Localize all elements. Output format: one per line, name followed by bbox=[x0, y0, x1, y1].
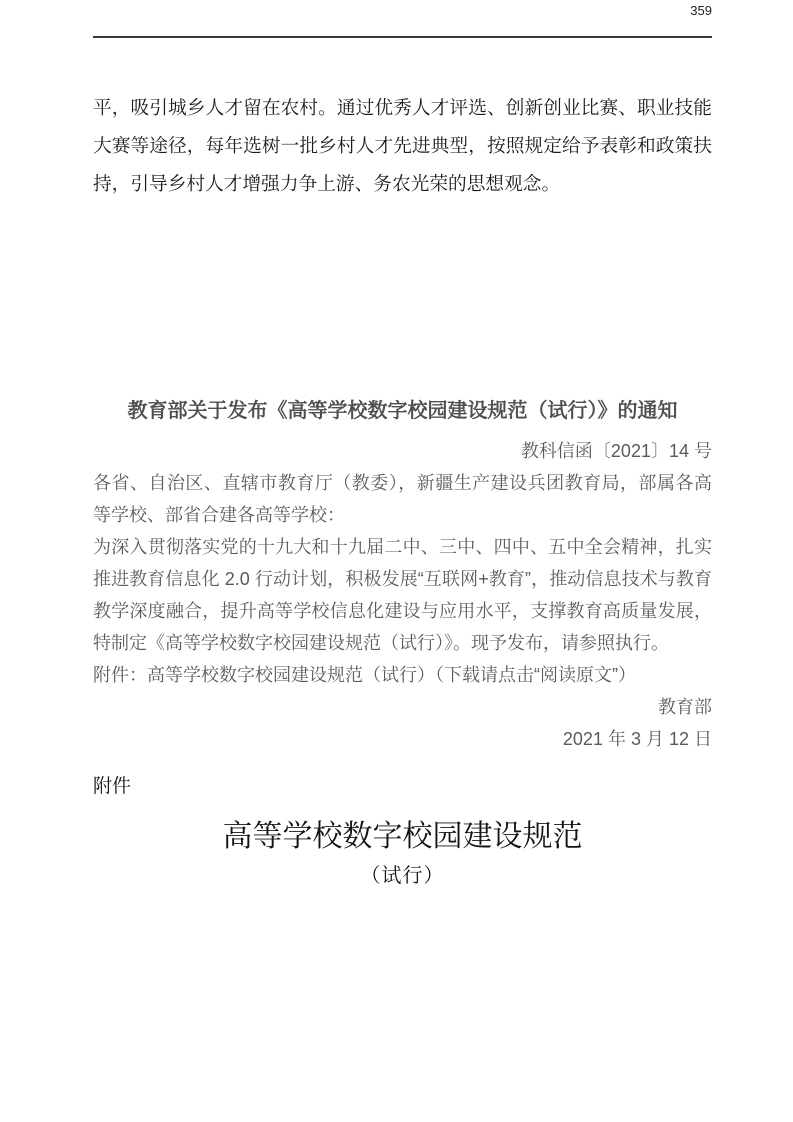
signer: 教育部 bbox=[658, 697, 712, 717]
appendix-subtitle: （试行） bbox=[360, 865, 445, 887]
appendix-title: 高等学校数字校园建设规范 bbox=[222, 820, 583, 853]
doc-number: 教科信函〔2021〕14 号 bbox=[520, 441, 712, 461]
signature-date: 2021 年 3 月 12 日 bbox=[562, 729, 712, 749]
notice-block bbox=[93, 435, 712, 755]
notice-body: 为深入贯彻落实党的十九大和十九届二中、三中、四中、五中全会精神，扎实推进教育信息化 2.0 行动计划，积极发展“互联网+教育”，推动信息技术与教育教学深度融合，提升高等学校信息化建设与应用水平，支撑教育高质量发展，特制定《高等学校数字校园建设规范（试行）》。现予发布，请参照执行。 bbox=[93, 537, 712, 653]
page-number: 359 bbox=[690, 3, 712, 18]
top-paragraph: 平，吸引城乡人才留在农村。通过优秀人才评选、创新创业比赛、职业技能大赛等途径，每年选树一批乡村人才先进典型，按照规定给予表彰和政策扶持，引导乡村人才增强力争上游、务农光荣的思想观念。 bbox=[93, 97, 712, 194]
notice-title: 教育部关于发布《高等学校数字校园建设规范（试行）》的通知 bbox=[127, 400, 678, 422]
appendix-label: 附件 bbox=[93, 776, 132, 797]
attachment-line: 附件：高等学校数字校园建设规范（试行）（下载请点击“阅读原文”） bbox=[93, 665, 636, 685]
header-rule bbox=[93, 36, 712, 38]
notice-salutation: 各省、自治区、直辖市教育厅（教委），新疆生产建设兵团教育局，部属各高等学校、部省合建各高等学校： bbox=[93, 473, 712, 525]
